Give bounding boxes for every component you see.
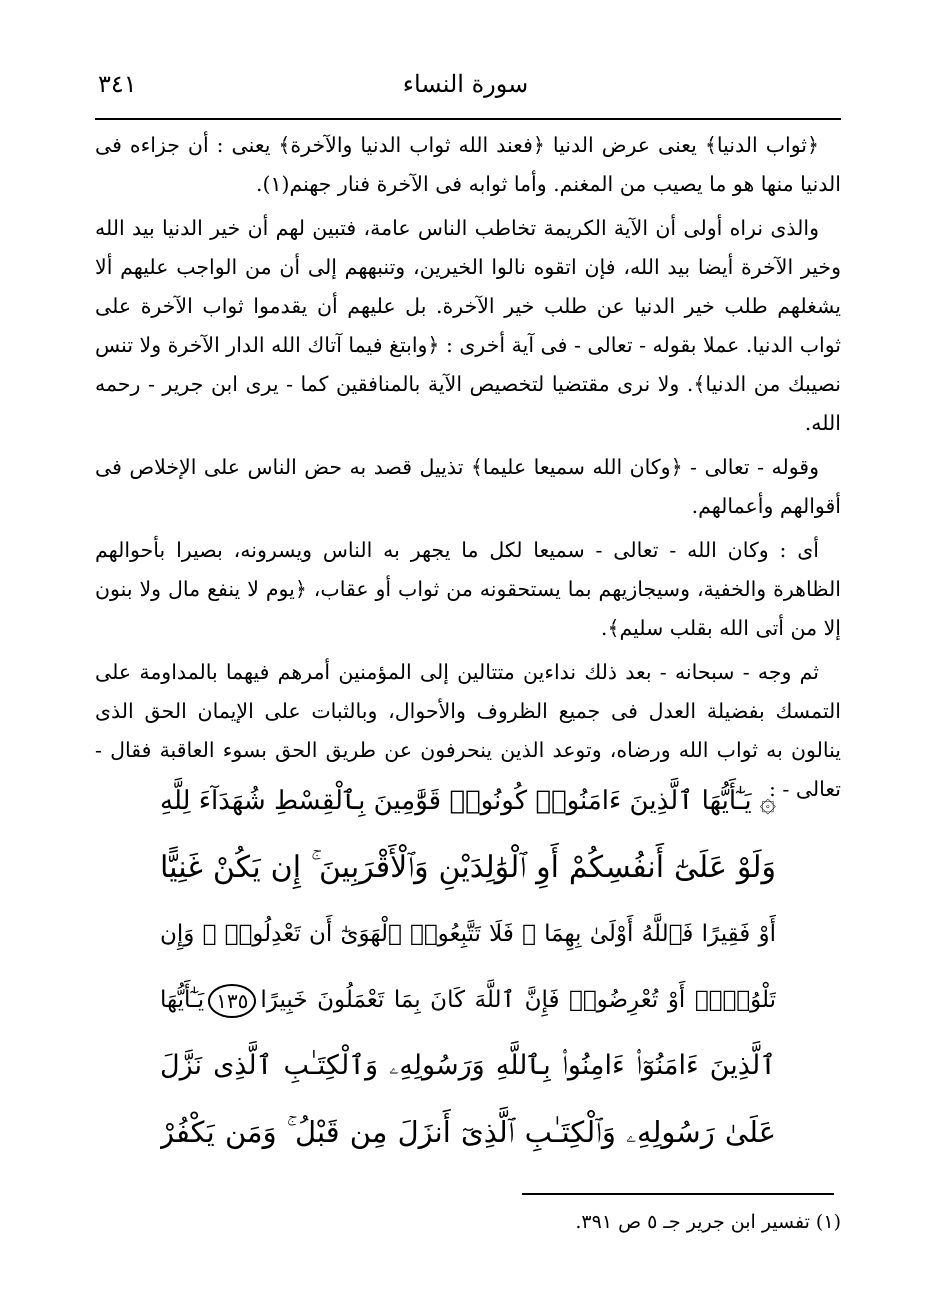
- paragraph-4: أى : وكان الله - تعالى - سميعا لكل ما يجهر به الناس ويسرونه، بصيرا بأحوالهم الظاهرة والخفية، وسيجازيهم بما يستحقونه من ثواب أو عقاب، ﴿يوم لا ينفع مال ولا بنون إلا من أتى الله بقلب سليم﴾.: [95, 538, 841, 640]
- ayah-number-marker: ١٣٥: [208, 984, 256, 1018]
- commentary-text: [95, 126, 841, 814]
- verse-line-4: [160, 967, 776, 1033]
- page-number: ٣٤١: [98, 70, 137, 98]
- verse-line-1-text: يَـٰٓأَيُّهَا ٱلَّذِينَ ءَامَنُوا۟ كُونُوا۟ قَوَّٰمِينَ بِٱلْقِسْطِ شُهَدَآءَ لِلَّهِ: [160, 786, 752, 816]
- footnote-divider: [522, 1193, 834, 1195]
- verse-line-4-text: تَلْوُۥٓا۟ أَوْ تُعْرِضُوا۟ فَإِنَّ ٱللَّهَ كَانَ بِمَا تَعْمَلُونَ خَبِيرًا: [260, 987, 776, 1013]
- footnote: (١) تفسير ابن جرير جـ ٥ ص ٣٩١.: [575, 1211, 841, 1233]
- verse-line-3: أَوْ فَقِيرًا فَٱللَّهُ أَوْلَىٰ بِهِمَا ۖ فَلَا تَتَّبِعُوا۟ ٱلْهَوَىٰٓ أَن تَعْدِلُوا۟ ۚ وَإِن: [160, 921, 776, 947]
- paragraph-2: والذى نراه أولى أن الآية الكريمة تخاطب الناس عامة، فتبين لهم أن خير الدنيا بيد الله وخير الآخرة أيضا بيد الله، فإن اتقوه نالوا الخيرين، وتنبههم إلى أن من الواجب عليهم ألا يشغلهم طلب خير الدنيا عن طلب خير الآخرة. بل عليهم أن يقدموا ثواب الآخرة على ثواب الدنيا. عملا بقوله - تعالى - فى آية أخرى : ﴿وابتغ فيما آتاك الله الدار الآخرة ولا تنس نصيبك من الدنيا﴾. ولا نرى مقتضيا لتخصيص الآية بالمنافقين كما - يرى ابن جرير - رحمه الله.: [95, 216, 841, 435]
- verse-line-5: ٱلَّذِينَ ءَامَنُوٓا۟ ءَامِنُوا۟ بِٱللَّهِ وَرَسُولِهِۦ وَٱلْكِتَـٰبِ ٱلَّذِى نَزَّلَ: [160, 1050, 776, 1081]
- header-divider: [95, 118, 841, 120]
- hizb-ornament-icon: ۞: [759, 785, 776, 818]
- verse-line-1: [160, 768, 776, 835]
- paragraph-5: ثم وجه - سبحانه - بعد ذلك نداءين متتالين إلى المؤمنين أمرهم فيهما بالمداومة على التمسك بفضيلة العدل فى جميع الظروف والأحوال، وبالثبات على الإيمان الحق الذى ينالون به ثواب الله ورضاه، وتوعد الذين ينحرفون عن طريق الحق بسوء العاقبة فقال - تعالى - :: [95, 660, 841, 801]
- quran-verse-block: [160, 768, 776, 1165]
- paragraph-3: وقوله - تعالى - ﴿وكان الله سميعا عليما﴾ تذييل قصد به حض الناس على الإخلاص فى أقوالهم وأعمالهم.: [95, 455, 841, 518]
- verse-line-4-tail: يَـٰٓأَيُّهَا: [160, 987, 205, 1013]
- verse-line-2: وَلَوْ عَلَىٰٓ أَنفُسِكُمْ أَوِ ٱلْوَٰلِدَيْنِ وَٱلْأَقْرَبِينَ ۚ إِن يَكُنْ غَنِيًّا: [160, 850, 776, 885]
- verse-line-6: عَلَىٰ رَسُولِهِۦ وَٱلْكِتَـٰبِ ٱلَّذِىٓ أَنزَلَ مِن قَبْلُ ۚ وَمَن يَكْفُرْ: [160, 1115, 776, 1149]
- page-header: [90, 70, 841, 110]
- paragraph-1: ﴿ثواب الدنيا﴾ يعنى عرض الدنيا ﴿فعند الله ثواب الدنيا والآخرة﴾ يعنى : أن جزاءه فى الدنيا منها هو ما يصيب من المغنم. وأما ثوابه فى الآخرة فنار جهنم(١).: [95, 133, 841, 196]
- surah-title: سورة النساء: [402, 70, 529, 98]
